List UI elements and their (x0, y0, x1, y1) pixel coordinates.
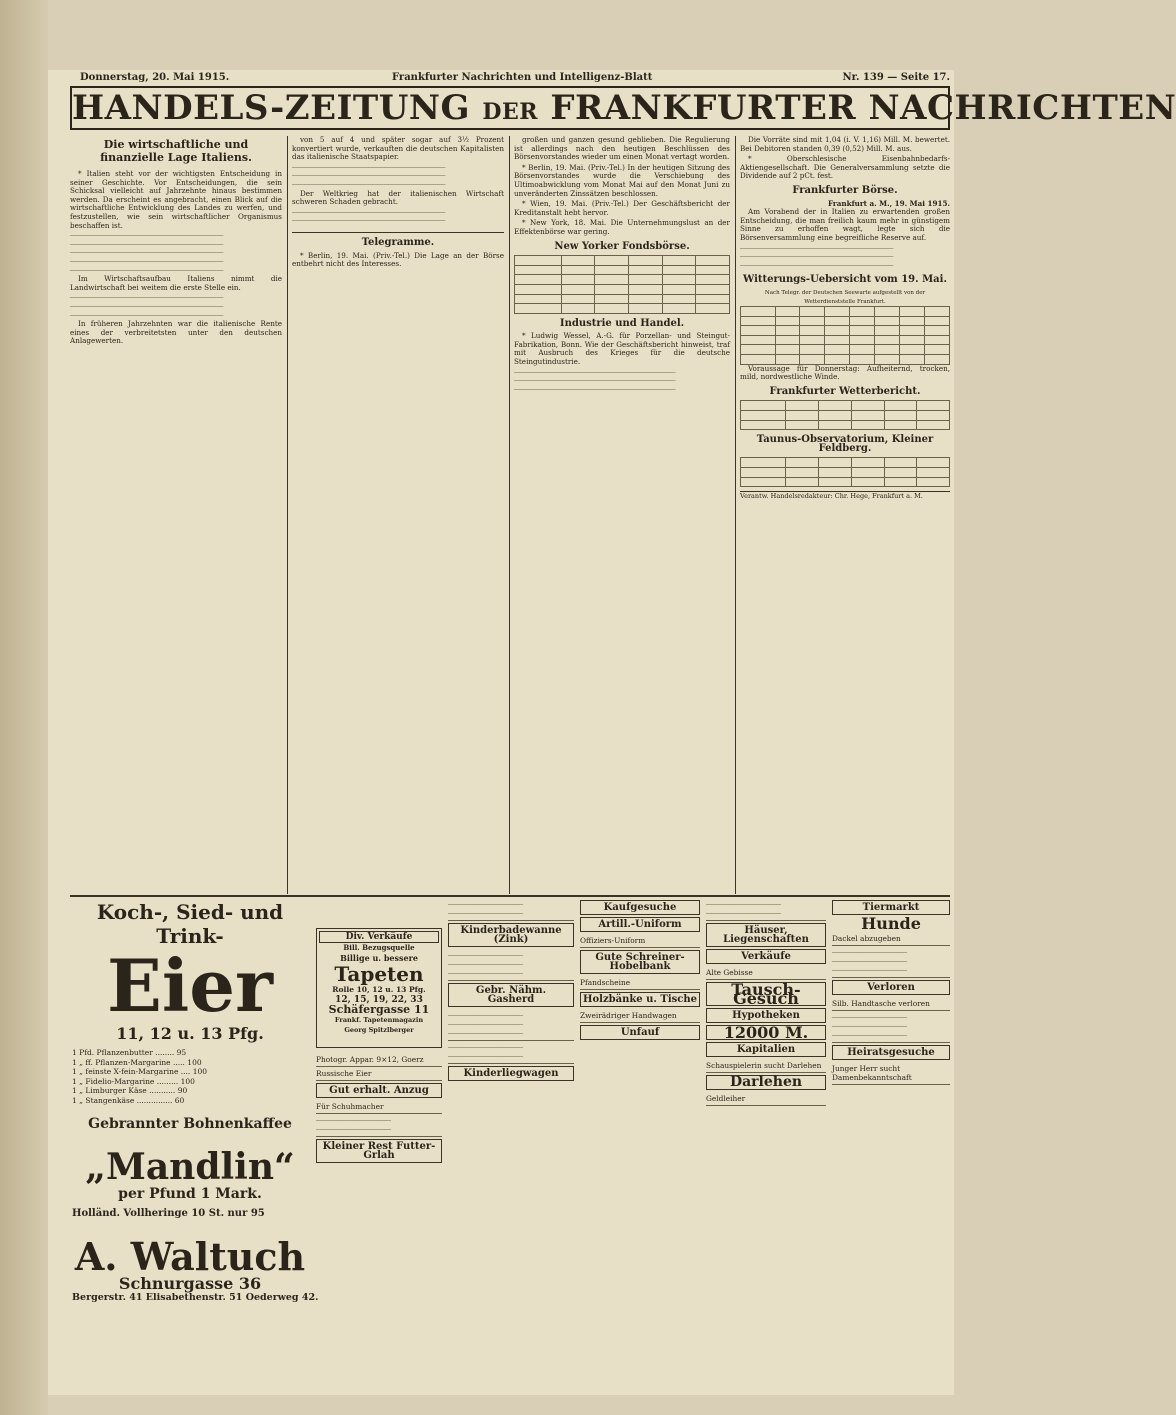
ad-mandlin: „Mandlin“ (85, 1146, 295, 1188)
classified-item: ────────────────── ────────────────── ────────────────── (832, 946, 950, 978)
taunus-table (740, 457, 950, 487)
classified-item: ────────────────── ────────────────── ────────────────── (448, 949, 574, 981)
classified-heading: Tiermarkt (832, 900, 950, 915)
ad-item: 1 „ Fidelio-Margarine ......... 100 (72, 1076, 195, 1086)
news-paragraph: * Berlin, 19. Mai. (Priv.-Tel.) In der heutigen Sitzung des Börsenvorstandes wurde die Verschiebung des Ultimoabwicklung vom Monat Mai auf den Monat Juni zu unveränderten Zinssätzen beschlossen. (514, 162, 730, 198)
ad-tapeten-title: Div. Verkäufe (319, 931, 439, 943)
ad-item: 1 „ Limburger Käse ........... 90 (72, 1086, 188, 1095)
news-paragraph: * Oberschlesische Eisenbahnbedarfs-Aktiengesellschaft. Die Generalversammlung setzte die Dividende auf 2 pCt. fest. (740, 154, 950, 181)
ad-tapeten (316, 928, 442, 1048)
classified-item: ────────────────── ────────────────── (448, 898, 574, 921)
classified-heading: Kaufgesuche (580, 900, 700, 915)
classified-item: Russische Eier (316, 1067, 442, 1081)
ad-tapeten-headline: Tapeten (334, 962, 424, 986)
classified-item: Silb. Handtasche verloren (832, 997, 950, 1011)
classified-heading: Unfauf (580, 1025, 700, 1040)
ad-eier-line2: Eier (107, 943, 273, 1028)
news-paragraph: Die Vorräte sind mit 1,04 (i. V. 1,16) Mill. M. bewertet. Bei Debitoren standen 0,39 (0,52) Mill. M. aus. (740, 135, 950, 153)
ny-fonds-table (514, 255, 730, 314)
industry-paragraph: * Ludwig Wessel, A.-G. für Porzellan- und Steingut-Fabrikation, Bonn. Wie der Geschäftsbericht hinweist, traf mit Ausbruch des Krieges für die deutsche Steingutindustrie. (514, 331, 730, 367)
ad-mandlin-sub: per Pfund 1 Mark. (118, 1186, 262, 1202)
classified-item: Junger Herr sucht Damenbekanntschaft (832, 1062, 950, 1085)
article-paragraph: * Italien steht vor der wichtigsten Entscheidung in seiner Geschichte. Vor Entscheidungen, die sein Schicksal vielleicht auf Jahrzehnte hinaus bestimmen werden. Da erscheint es angebracht, einen Blick auf die wirtschaftliche Entwicklung des Landes zu werfen, und festzustellen, wie sein wirtschaftlicher Organismus beschaffen ist. (70, 169, 282, 230)
classified-heading: Kinderbadewanne (Zink) (448, 923, 574, 947)
weather-subtitle: Nach Telegr. der Deutschen Seewarte aufgestellt von der Wetterdienststelle Frankfurt. (764, 289, 926, 305)
advertisement-section (70, 898, 950, 1358)
article-italy (70, 136, 282, 894)
article-paragraph: In früheren Jahrzehnten war die italienische Rente eines der verbreitetsten unter den deutschen Anlagewerten. (70, 319, 282, 346)
classified-item: ────────────────── ────────────────── (448, 1041, 574, 1064)
ad-tapeten-line: Georg Spitzlberger (344, 1026, 414, 1034)
classified-heading: Gut erhalt. Anzug (316, 1083, 442, 1098)
ad-tapeten-source: Bill. Bezugsquelle (343, 943, 415, 952)
classified-item: Photogr. Appar. 9×12, Goerz (316, 1053, 442, 1067)
header-date: Donnerstag, 20. Mai 1915. (80, 72, 230, 83)
classified-item: Pfandscheine (580, 976, 700, 990)
classified-column (316, 1053, 442, 1353)
column-rule (509, 136, 510, 894)
ad-coffee: Gebrannter Bohnenkaffee (88, 1116, 292, 1132)
wetterbericht-title: Frankfurter Wetterbericht. (769, 385, 921, 397)
classified-item: Schauspielerin sucht Darlehen (706, 1059, 826, 1073)
classified-heading: Holzbänke u. Tische (580, 992, 700, 1007)
classified-item: Alte Gebisse (706, 966, 826, 980)
masthead (70, 86, 1176, 130)
taunus-title: Taunus-Observatorium, Kleiner Feldberg. (756, 434, 934, 454)
classified-heading: Verloren (832, 980, 950, 995)
classified-heading: Verkäufe (706, 949, 826, 964)
forecast-text: Voraussage für Donnerstag: Aufheiternd, trocken, mild, nordwestliche Winde. (740, 363, 950, 382)
classified-heading: Hypotheken (706, 1008, 826, 1023)
masthead-mid: DER (482, 99, 538, 125)
body-text-block: ────────────────────────────────────── ────────────────────────────────────── (292, 207, 446, 226)
classified-column (706, 898, 826, 1353)
classified-heading: Kleiner Rest Futter-Grlah (316, 1139, 442, 1163)
financial-news (514, 136, 730, 894)
ny-fonds-title: New Yorker Fondsbörse. (554, 240, 690, 252)
page-header (70, 72, 950, 86)
body-text-block: ────────────────────────────────────── ────────────────────────────────────── ────────────────────────────────────── (740, 243, 894, 270)
weather-title: Witterungs-Uebersicht vom 19. Mai. (743, 274, 947, 286)
ad-eier-items (72, 1048, 308, 1105)
article-paragraph: Im Wirtschaftsaufbau Italiens nimmt die Landwirtschaft bei weitem die erste Stelle ein. (70, 274, 282, 292)
ad-item: 1 „ ff. Pflanzen-Margarine ..... 100 (72, 1057, 202, 1067)
body-text-block: ────────────────────────────────────── ────────────────────────────────────── ────────────────────────────────────── ────────────────────────────────────── ────────────────────────────────────── (70, 231, 224, 275)
masthead-left: HANDELS-ZEITUNG (72, 88, 471, 128)
ad-herring: Holländ. Vollheringe 10 St. nur 95 (72, 1208, 265, 1219)
ad-eier-line1: Koch-, Sied- und Trink- (96, 900, 284, 948)
ad-company-name: A. Waltuch (74, 1234, 306, 1279)
boerse-paragraph: Am Vorabend der in Italien zu erwartenden großen Entscheidung, die man freilich kaum mehr in günstigem Sinne zu erhoffen wagt, legte sich die Börsenversammlung eine begreifliche Reserve auf. (740, 207, 950, 242)
ad-street: Schnurgasse 36 (118, 1274, 262, 1293)
classified-heading: Kinderliegwagen (448, 1066, 574, 1081)
boerse-date: Frankfurt a. M., 19. Mai 1915. (827, 198, 950, 208)
classified-item: ────────────────── ────────────────── ────────────────── (448, 1009, 574, 1041)
body-text-block: ──────────────────────────────────────── ──────────────────────────────────────── ──────────────────────────────────────── (514, 367, 676, 394)
news-paragraph: großen und ganzen gesund geblieben. Die Regulierung ist allerdings nach den heutigen Beschlüssen des Börsenvorstandes wieder um einen Monat vertagt worden. (514, 135, 730, 162)
market-column (740, 136, 950, 894)
article-paragraph: von 5 auf 4 und später sogar auf 3½ Prozent konvertiert wurde, verkauften die deutschen Kapitalisten das italienische Staatspapier. (292, 135, 504, 162)
article-italy-cont (292, 136, 504, 894)
ad-item: 1 „ feinste X-fein-Margarine .... 100 (72, 1067, 208, 1076)
classified-column (832, 898, 950, 1353)
page-margin (0, 0, 48, 1415)
classified-item: ────────────────── ────────────────── ────────────────── (832, 1011, 950, 1043)
section-rule (70, 895, 950, 897)
classified-heading: Hunde (861, 914, 921, 933)
article-paragraph: Der Weltkrieg hat der italienischen Wirtschaft schweren Schaden gebracht. (292, 188, 504, 207)
classified-item: Für Schuhmacher (316, 1100, 442, 1114)
classified-column (580, 898, 700, 1353)
classified-item: ────────────────── ────────────────── (316, 1114, 442, 1137)
article-title: Die wirtschaftliche und finanzielle Lage Italiens. (100, 138, 252, 164)
ad-tapeten-line: 12, 15, 19, 22, 33 (335, 995, 423, 1005)
classified-heading: Gebr. Nähm. Gasherd (448, 983, 574, 1007)
column-rule (287, 136, 288, 894)
masthead-right: FRANKFURTER NACHRICHTEN (550, 88, 1176, 128)
column-rule (735, 136, 736, 894)
wetterbericht-table (740, 400, 950, 430)
classified-heading: Gute Schreiner-Hobelbank (580, 950, 700, 974)
ad-eier-waltuch (70, 898, 319, 1360)
boerse-title: Frankfurter Börse. (792, 184, 898, 196)
news-paragraph: * Wien, 19. Mai. (Priv.-Tel.) Der Geschäftsbericht der Kreditanstalt hebt hervor. (514, 199, 730, 217)
ad-eier-line3: 11, 12 u. 13 Pfg. (116, 1024, 264, 1043)
ad-tapeten-line: Frankf. Tapetenmagazin (334, 1016, 424, 1024)
classified-column (448, 898, 574, 1353)
classified-item: ────────────────── ────────────────── (706, 898, 826, 921)
classified-heading: Tausch-Gesuch (706, 982, 826, 1006)
classified-heading: 12000 M. (706, 1025, 826, 1040)
weather-table (740, 306, 950, 365)
section-divider (292, 232, 504, 233)
body-text-block: ────────────────────────────────────── ────────────────────────────────────── ────────────────────────────────────── (70, 293, 224, 320)
classified-heading: Häuser, Liegenschaften (706, 923, 826, 947)
classified-item: Zweirädriger Handwagen (580, 1009, 700, 1023)
industry-title: Industrie und Handel. (559, 317, 685, 329)
ad-tapeten-line: Billige u. bessere (340, 953, 418, 963)
classified-item: Offiziers-Uniform (580, 934, 700, 948)
classified-heading: Kapitalien (706, 1042, 826, 1057)
telegram-title: Telegramme. (361, 236, 435, 248)
classified-item: Geldleiher (706, 1092, 826, 1106)
header-paper: Frankfurter Nachrichten und Intelligenz-Blatt (392, 72, 653, 83)
classified-heading: Heiratsgesuche (832, 1045, 950, 1060)
ad-item: 1 „ Stangenkäse ............... 60 (72, 1095, 185, 1105)
news-paragraph: * New York, 18. Mai. Die Unternehmungslust an der Effektenbörse war gering. (514, 218, 730, 236)
body-text-block: ────────────────────────────────────── ────────────────────────────────────── ────────────────────────────────────── (292, 162, 446, 189)
header-issue: Nr. 139 — Seite 17. (842, 72, 950, 83)
editor-line: Verantw. Handelsredakteur: Chr. Hege, Frankfurt a. M. (740, 491, 950, 501)
ad-branches: Bergerstr. 41 Elisabethenstr. 51 Oederweg 42. (72, 1292, 319, 1303)
classified-heading: Artill.-Uniform (580, 917, 700, 932)
ad-item: 1 Pfd. Pflanzenbutter ........ 95 (72, 1048, 187, 1057)
telegram-paragraph: * Berlin, 19. Mai. (Priv.-Tel.) Die Lage an der Börse entbehrt nicht des Interesses. (292, 250, 504, 269)
classified-heading: Darlehen (706, 1075, 826, 1090)
ad-tapeten-line: Rolle 10, 12 u. 13 Pfg. (332, 985, 426, 994)
ad-tapeten-address: Schäfergasse 11 (328, 1003, 430, 1016)
classified-item: Dackel abzugeben (832, 932, 950, 946)
